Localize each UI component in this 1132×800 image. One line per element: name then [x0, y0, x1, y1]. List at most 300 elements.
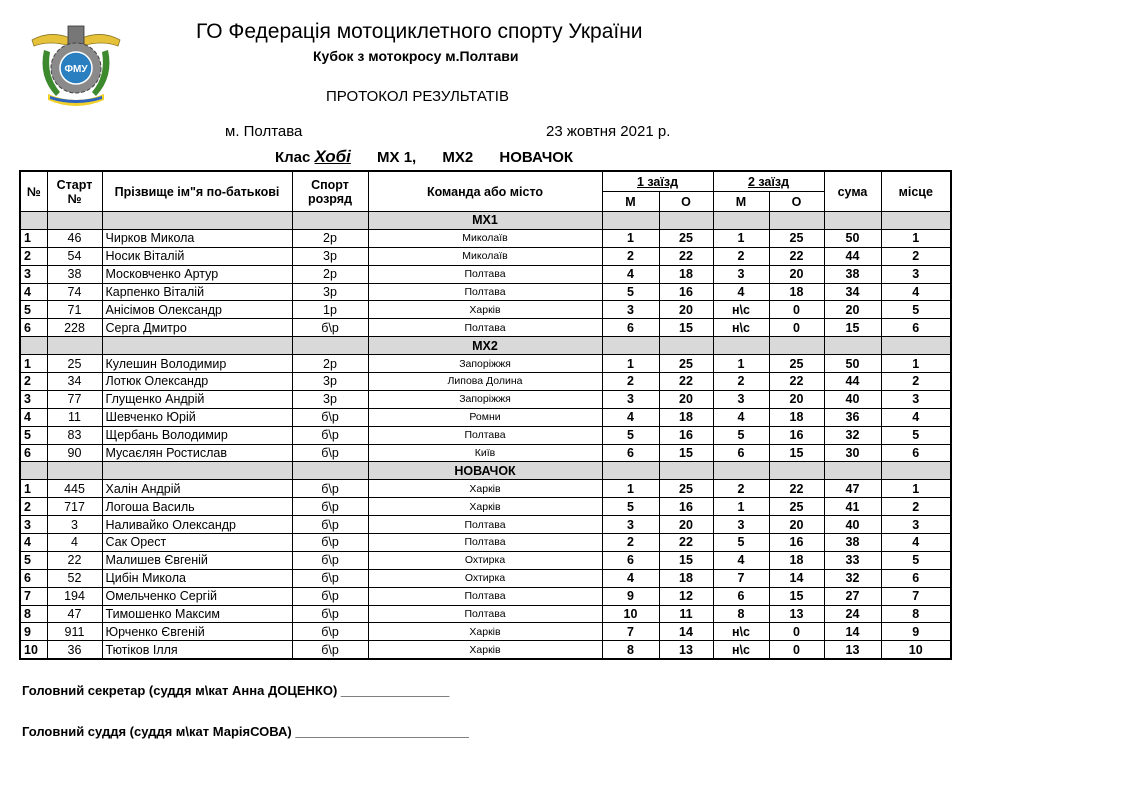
race2-place: 4 [713, 283, 769, 301]
table-row [20, 569, 951, 587]
race1-place: 4 [602, 408, 659, 426]
section-empty-cell [102, 212, 292, 230]
race2-place: 1 [713, 355, 769, 373]
section-empty-cell [659, 212, 713, 230]
race1-points: 22 [659, 373, 713, 391]
team-city: Миколаїв [368, 247, 602, 265]
start-number: 3 [47, 516, 102, 534]
start-number: 445 [47, 480, 102, 498]
team-city: Полтава [368, 587, 602, 605]
total-points: 24 [824, 605, 881, 623]
col-place: місце [881, 171, 951, 212]
total-points: 13 [824, 641, 881, 659]
final-place: 2 [881, 498, 951, 516]
total-points: 34 [824, 283, 881, 301]
row-num: 3 [20, 390, 47, 408]
race2-points: 15 [769, 587, 824, 605]
row-num: 6 [20, 569, 47, 587]
row-num: 5 [20, 426, 47, 444]
judge-signature: Головний суддя (суддя м\кат МаріяСОВА) ________________________ [22, 724, 469, 739]
rider-name: Наливайко Олександр [102, 516, 292, 534]
race2-place: н\с [713, 301, 769, 319]
section-empty-cell [881, 212, 951, 230]
rider-name: Тимошенко Максим [102, 605, 292, 623]
race2-points: 0 [769, 623, 824, 641]
section-empty-cell [769, 212, 824, 230]
race2-place: 8 [713, 605, 769, 623]
final-place: 1 [881, 480, 951, 498]
race2-points: 16 [769, 534, 824, 552]
start-number: 34 [47, 373, 102, 391]
section-empty-cell [102, 462, 292, 480]
race1-place: 3 [602, 516, 659, 534]
col-race2-points: О [769, 192, 824, 212]
race1-place: 1 [602, 229, 659, 247]
race2-points: 25 [769, 355, 824, 373]
rider-name: Логоша Василь [102, 498, 292, 516]
rider-name: Щербань Володимир [102, 426, 292, 444]
race1-points: 15 [659, 551, 713, 569]
race1-points: 16 [659, 498, 713, 516]
sport-rank: б\р [292, 587, 368, 605]
rider-name: Носик Віталій [102, 247, 292, 265]
section-title: МХ2 [368, 337, 602, 355]
total-points: 40 [824, 390, 881, 408]
race1-place: 1 [602, 355, 659, 373]
section-empty-cell [47, 462, 102, 480]
race1-points: 20 [659, 516, 713, 534]
col-start: Старт № [47, 171, 102, 212]
team-city: Полтава [368, 605, 602, 623]
race1-place: 6 [602, 319, 659, 337]
rider-name: Московченко Артур [102, 265, 292, 283]
sport-rank: б\р [292, 426, 368, 444]
row-num: 9 [20, 623, 47, 641]
rider-name: Глущенко Андрій [102, 390, 292, 408]
sport-rank: б\р [292, 534, 368, 552]
race2-points: 18 [769, 283, 824, 301]
final-place: 4 [881, 283, 951, 301]
final-place: 5 [881, 426, 951, 444]
team-city: Харків [368, 623, 602, 641]
final-place: 6 [881, 319, 951, 337]
rider-name: Лотюк Олександр [102, 373, 292, 391]
total-points: 33 [824, 551, 881, 569]
team-city: Миколаїв [368, 229, 602, 247]
table-row [20, 373, 951, 391]
sport-rank: 2р [292, 229, 368, 247]
total-points: 38 [824, 265, 881, 283]
race2-points: 0 [769, 301, 824, 319]
final-place: 8 [881, 605, 951, 623]
start-number: 22 [47, 551, 102, 569]
table-row [20, 319, 951, 337]
race1-points: 20 [659, 301, 713, 319]
race2-place: 5 [713, 534, 769, 552]
table-row [20, 355, 951, 373]
start-number: 54 [47, 247, 102, 265]
sport-rank: б\р [292, 623, 368, 641]
row-num: 2 [20, 247, 47, 265]
race2-place: 2 [713, 480, 769, 498]
final-place: 7 [881, 587, 951, 605]
start-number: 25 [47, 355, 102, 373]
total-points: 50 [824, 229, 881, 247]
final-place: 3 [881, 265, 951, 283]
row-num: 3 [20, 265, 47, 283]
race1-points: 22 [659, 534, 713, 552]
team-city: Полтава [368, 426, 602, 444]
race2-place: 4 [713, 551, 769, 569]
row-num: 6 [20, 444, 47, 462]
team-city: Запоріжжя [368, 390, 602, 408]
section-empty-cell [20, 337, 47, 355]
section-empty-cell [769, 337, 824, 355]
race2-points: 22 [769, 247, 824, 265]
start-number: 38 [47, 265, 102, 283]
race1-place: 6 [602, 551, 659, 569]
event-date: 23 жовтня 2021 р. [546, 123, 671, 140]
total-points: 32 [824, 569, 881, 587]
total-points: 14 [824, 623, 881, 641]
race1-points: 12 [659, 587, 713, 605]
total-points: 41 [824, 498, 881, 516]
sport-rank: 2р [292, 265, 368, 283]
section-empty-cell [659, 462, 713, 480]
sport-rank: б\р [292, 641, 368, 659]
race2-points: 25 [769, 498, 824, 516]
team-city: Охтирка [368, 569, 602, 587]
sport-rank: б\р [292, 516, 368, 534]
final-place: 2 [881, 373, 951, 391]
total-points: 36 [824, 408, 881, 426]
rider-name: Карпенко Віталій [102, 283, 292, 301]
team-city: Липова Долина [368, 373, 602, 391]
row-num: 5 [20, 301, 47, 319]
race2-place: 1 [713, 229, 769, 247]
section-empty-cell [713, 212, 769, 230]
row-num: 4 [20, 534, 47, 552]
start-number: 194 [47, 587, 102, 605]
race2-points: 20 [769, 390, 824, 408]
team-city: Полтава [368, 516, 602, 534]
team-city: Охтирка [368, 551, 602, 569]
table-row [20, 301, 951, 319]
race2-points: 20 [769, 516, 824, 534]
start-number: 46 [47, 229, 102, 247]
table-row [20, 480, 951, 498]
table-row [20, 641, 951, 659]
rider-name: Чирков Микола [102, 229, 292, 247]
sport-rank: б\р [292, 408, 368, 426]
table-row [20, 390, 951, 408]
row-num: 4 [20, 283, 47, 301]
race1-place: 6 [602, 444, 659, 462]
sport-rank: 3р [292, 247, 368, 265]
start-number: 77 [47, 390, 102, 408]
race2-points: 22 [769, 373, 824, 391]
sport-rank: 2р [292, 355, 368, 373]
rider-name: Омельченко Сергій [102, 587, 292, 605]
section-empty-cell [602, 337, 659, 355]
sport-rank: б\р [292, 569, 368, 587]
col-race1: 1 заїзд [602, 171, 713, 192]
rider-name: Кулешин Володимир [102, 355, 292, 373]
section-empty-cell [659, 337, 713, 355]
race2-place: 3 [713, 516, 769, 534]
race2-place: н\с [713, 623, 769, 641]
col-num: № [20, 171, 47, 212]
race1-place: 3 [602, 390, 659, 408]
race1-points: 14 [659, 623, 713, 641]
section-row [20, 337, 951, 355]
race1-points: 16 [659, 283, 713, 301]
rider-name: Малишев Євгеній [102, 551, 292, 569]
team-city: Харків [368, 480, 602, 498]
row-num: 1 [20, 229, 47, 247]
rider-name: Халін Андрій [102, 480, 292, 498]
race1-place: 1 [602, 480, 659, 498]
race1-points: 15 [659, 319, 713, 337]
race2-place: 6 [713, 587, 769, 605]
race2-points: 13 [769, 605, 824, 623]
race1-place: 9 [602, 587, 659, 605]
section-row [20, 212, 951, 230]
final-place: 4 [881, 534, 951, 552]
section-empty-cell [824, 462, 881, 480]
table-row [20, 426, 951, 444]
section-empty-cell [20, 462, 47, 480]
race1-place: 2 [602, 534, 659, 552]
total-points: 44 [824, 373, 881, 391]
section-empty-cell [824, 337, 881, 355]
section-empty-cell [102, 337, 292, 355]
svg-text:ФМУ: ФМУ [64, 64, 88, 75]
start-number: 717 [47, 498, 102, 516]
row-num: 1 [20, 355, 47, 373]
table-row [20, 408, 951, 426]
rider-name: Мусаєлян Ростислав [102, 444, 292, 462]
race2-place: 2 [713, 247, 769, 265]
race1-place: 5 [602, 498, 659, 516]
col-team: Команда або місто [368, 171, 602, 212]
row-num: 2 [20, 498, 47, 516]
race1-place: 4 [602, 265, 659, 283]
table-row [20, 283, 951, 301]
sport-rank: 3р [292, 283, 368, 301]
race2-place: 2 [713, 373, 769, 391]
row-num: 6 [20, 319, 47, 337]
total-points: 50 [824, 355, 881, 373]
final-place: 2 [881, 247, 951, 265]
race1-points: 18 [659, 408, 713, 426]
total-points: 47 [824, 480, 881, 498]
race2-points: 16 [769, 426, 824, 444]
table-row [20, 516, 951, 534]
race2-place: 6 [713, 444, 769, 462]
total-points: 20 [824, 301, 881, 319]
race2-place: н\с [713, 641, 769, 659]
race2-place: 5 [713, 426, 769, 444]
team-city: Полтава [368, 283, 602, 301]
start-number: 228 [47, 319, 102, 337]
team-city: Полтава [368, 319, 602, 337]
team-city: Харків [368, 301, 602, 319]
race1-place: 4 [602, 569, 659, 587]
table-row [20, 605, 951, 623]
sport-rank: 3р [292, 373, 368, 391]
race1-points: 16 [659, 426, 713, 444]
start-number: 36 [47, 641, 102, 659]
race1-points: 25 [659, 229, 713, 247]
class-novice: НОВАЧОК [499, 149, 574, 166]
race2-place: 3 [713, 390, 769, 408]
table-row [20, 229, 951, 247]
total-points: 40 [824, 516, 881, 534]
start-number: 47 [47, 605, 102, 623]
section-empty-cell [47, 212, 102, 230]
race1-points: 11 [659, 605, 713, 623]
race1-place: 2 [602, 247, 659, 265]
row-num: 7 [20, 587, 47, 605]
race1-points: 25 [659, 480, 713, 498]
sport-rank: 3р [292, 390, 368, 408]
final-place: 5 [881, 301, 951, 319]
team-city: Полтава [368, 265, 602, 283]
team-city: Київ [368, 444, 602, 462]
class-mx2: МХ2 [442, 149, 474, 166]
final-place: 5 [881, 551, 951, 569]
final-place: 3 [881, 516, 951, 534]
table-row [20, 551, 951, 569]
section-empty-cell [20, 212, 47, 230]
race1-points: 22 [659, 247, 713, 265]
section-empty-cell [824, 212, 881, 230]
race2-points: 15 [769, 444, 824, 462]
total-points: 38 [824, 534, 881, 552]
row-num: 2 [20, 373, 47, 391]
race2-place: 1 [713, 498, 769, 516]
start-number: 83 [47, 426, 102, 444]
race2-points: 25 [769, 229, 824, 247]
table-row [20, 247, 951, 265]
race2-place: 4 [713, 408, 769, 426]
final-place: 4 [881, 408, 951, 426]
team-city: Ромни [368, 408, 602, 426]
final-place: 9 [881, 623, 951, 641]
start-number: 74 [47, 283, 102, 301]
total-points: 15 [824, 319, 881, 337]
class-line [275, 147, 573, 167]
rider-name: Серга Дмитро [102, 319, 292, 337]
race1-points: 18 [659, 265, 713, 283]
race1-points: 18 [659, 569, 713, 587]
race1-points: 25 [659, 355, 713, 373]
table-row [20, 444, 951, 462]
section-empty-cell [881, 337, 951, 355]
federation-logo [30, 22, 122, 108]
final-place: 1 [881, 355, 951, 373]
race2-place: 7 [713, 569, 769, 587]
team-city: Харків [368, 498, 602, 516]
final-place: 3 [881, 390, 951, 408]
table-row [20, 498, 951, 516]
cup-title: Кубок з мотокросу м.Полтави [313, 48, 519, 64]
start-number: 911 [47, 623, 102, 641]
table-row [20, 534, 951, 552]
race2-points: 14 [769, 569, 824, 587]
row-num: 1 [20, 480, 47, 498]
race2-points: 18 [769, 551, 824, 569]
rider-name: Цибін Микола [102, 569, 292, 587]
sport-rank: б\р [292, 480, 368, 498]
row-num: 5 [20, 551, 47, 569]
race2-place: н\с [713, 319, 769, 337]
start-number: 11 [47, 408, 102, 426]
race2-points: 22 [769, 480, 824, 498]
team-city: Полтава [368, 534, 602, 552]
rider-name: Шевченко Юрій [102, 408, 292, 426]
secretary-signature: Головний секретар (суддя м\кат Анна ДОЦЕНКО) _______________ [22, 683, 450, 698]
race1-place: 5 [602, 283, 659, 301]
section-empty-cell [292, 212, 368, 230]
table-row [20, 587, 951, 605]
race2-points: 0 [769, 641, 824, 659]
section-empty-cell [292, 337, 368, 355]
sport-rank: б\р [292, 444, 368, 462]
rider-name: Сак Орест [102, 534, 292, 552]
class-mx1: МХ 1, [377, 149, 417, 166]
section-title: МХ1 [368, 212, 602, 230]
final-place: 6 [881, 444, 951, 462]
section-title: НОВАЧОК [368, 462, 602, 480]
section-row [20, 462, 951, 480]
sport-rank: б\р [292, 498, 368, 516]
race1-place: 7 [602, 623, 659, 641]
total-points: 30 [824, 444, 881, 462]
start-number: 4 [47, 534, 102, 552]
col-race2: 2 заїзд [713, 171, 824, 192]
results-table [19, 170, 952, 660]
race2-points: 18 [769, 408, 824, 426]
section-empty-cell [292, 462, 368, 480]
race1-points: 20 [659, 390, 713, 408]
event-city: м. Полтава [225, 123, 303, 140]
table-row [20, 265, 951, 283]
row-num: 8 [20, 605, 47, 623]
rider-name: Тютіков Ілля [102, 641, 292, 659]
rider-name: Юрченко Євгеній [102, 623, 292, 641]
race2-points: 0 [769, 319, 824, 337]
rider-name: Анісімов Олександр [102, 301, 292, 319]
race1-place: 5 [602, 426, 659, 444]
section-empty-cell [602, 462, 659, 480]
final-place: 10 [881, 641, 951, 659]
start-number: 71 [47, 301, 102, 319]
race1-points: 15 [659, 444, 713, 462]
sport-rank: 1р [292, 301, 368, 319]
class-name: Хобі [314, 147, 351, 166]
final-place: 1 [881, 229, 951, 247]
race2-place: 3 [713, 265, 769, 283]
total-points: 44 [824, 247, 881, 265]
col-race1-points: О [659, 192, 713, 212]
sport-rank: б\р [292, 605, 368, 623]
col-race2-place: М [713, 192, 769, 212]
final-place: 6 [881, 569, 951, 587]
col-sum: сума [824, 171, 881, 212]
row-num: 10 [20, 641, 47, 659]
